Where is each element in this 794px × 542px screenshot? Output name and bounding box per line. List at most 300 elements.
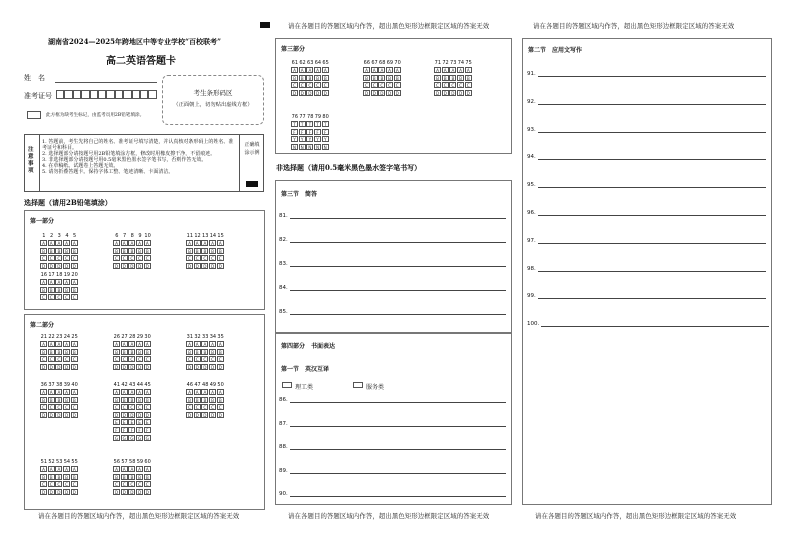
answer-bubble[interactable]: C bbox=[55, 294, 62, 300]
answer-bubble[interactable]: A bbox=[209, 341, 216, 347]
answer-bubble[interactable]: A bbox=[48, 279, 55, 285]
answer-bubble[interactable]: C bbox=[394, 82, 401, 88]
answer-bubble[interactable]: C bbox=[71, 356, 78, 362]
answer-bubble[interactable]: C bbox=[209, 404, 216, 410]
answer-bubble[interactable]: C bbox=[186, 356, 193, 362]
answer-bubble[interactable]: B bbox=[128, 474, 135, 480]
answer-bubble[interactable]: D bbox=[122, 489, 126, 495]
answer-bubble[interactable]: A bbox=[186, 389, 193, 395]
answer-bubble[interactable]: A bbox=[71, 466, 78, 472]
answer-bubble[interactable]: A bbox=[48, 389, 55, 395]
answer-bubble[interactable]: E bbox=[136, 419, 143, 425]
answer-bubble[interactable]: B bbox=[128, 349, 135, 355]
answer-bubble[interactable]: D bbox=[387, 90, 392, 96]
answer-bubble[interactable]: E bbox=[113, 419, 120, 425]
answer-bubble[interactable]: C bbox=[201, 356, 208, 362]
answer-bubble[interactable]: C bbox=[144, 255, 151, 261]
answer-bubble[interactable]: A bbox=[201, 341, 208, 347]
option-service-box[interactable] bbox=[353, 382, 363, 388]
answer-bubble[interactable]: B bbox=[394, 75, 401, 81]
answer-bubble[interactable]: A bbox=[457, 67, 464, 73]
answer-bubble[interactable]: C bbox=[186, 255, 193, 261]
answer-bubble[interactable]: C bbox=[113, 481, 120, 487]
answer-bubble[interactable]: C bbox=[40, 255, 47, 261]
answer-bubble[interactable]: C bbox=[121, 481, 128, 487]
answer-bubble[interactable]: A bbox=[121, 466, 128, 472]
answer-bubble[interactable]: G bbox=[122, 435, 126, 441]
answer-line[interactable] bbox=[527, 154, 766, 160]
answer-bubble[interactable]: A bbox=[209, 240, 216, 246]
answer-bubble[interactable]: B bbox=[201, 248, 208, 254]
answer-bubble[interactable]: C bbox=[201, 255, 208, 261]
answer-bubble[interactable]: D bbox=[145, 412, 149, 418]
answer-bubble[interactable]: B bbox=[186, 349, 193, 355]
answer-bubble[interactable]: B bbox=[63, 349, 70, 355]
answer-bubble[interactable]: B bbox=[128, 248, 135, 254]
answer-bubble[interactable]: A bbox=[121, 389, 128, 395]
answer-bubble[interactable]: A bbox=[55, 240, 62, 246]
answer-bubble[interactable]: N bbox=[292, 144, 297, 150]
answer-bubble[interactable]: C bbox=[55, 404, 62, 410]
answer-bubble[interactable]: F bbox=[299, 129, 306, 135]
answer-bubble[interactable]: A bbox=[314, 67, 321, 73]
answer-bubble[interactable]: A bbox=[194, 341, 201, 347]
answer-bubble[interactable]: T bbox=[322, 121, 329, 127]
answer-bubble[interactable]: D bbox=[41, 489, 46, 495]
answer-bubble[interactable]: G bbox=[114, 435, 119, 441]
name-line[interactable] bbox=[55, 82, 157, 83]
answer-bubble[interactable]: D bbox=[41, 412, 46, 418]
answer-bubble[interactable]: B bbox=[465, 75, 472, 81]
answer-bubble[interactable]: B bbox=[40, 287, 47, 293]
answer-bubble[interactable]: D bbox=[195, 412, 199, 418]
answer-line[interactable] bbox=[279, 213, 506, 219]
answer-bubble[interactable]: C bbox=[40, 481, 47, 487]
answer-bubble[interactable]: D bbox=[130, 263, 134, 269]
answer-bubble[interactable]: D bbox=[210, 412, 215, 418]
answer-bubble[interactable]: D bbox=[122, 364, 126, 370]
answer-bubble[interactable]: D bbox=[64, 364, 69, 370]
answer-bubble[interactable]: Y bbox=[299, 136, 306, 142]
answer-bubble[interactable]: D bbox=[72, 412, 76, 418]
answer-bubble[interactable]: D bbox=[458, 90, 463, 96]
answer-bubble[interactable]: A bbox=[136, 341, 143, 347]
answer-bubble[interactable]: T bbox=[299, 121, 306, 127]
answer-bubble[interactable]: B bbox=[144, 248, 151, 254]
answer-bubble[interactable]: C bbox=[194, 404, 201, 410]
answer-bubble[interactable]: D bbox=[137, 489, 142, 495]
answer-bubble[interactable]: B bbox=[121, 349, 128, 355]
answer-bubble[interactable]: N bbox=[323, 144, 327, 150]
answer-bubble[interactable]: F bbox=[121, 427, 128, 433]
answer-bubble[interactable]: B bbox=[40, 397, 47, 403]
answer-bubble[interactable]: C bbox=[194, 255, 201, 261]
answer-bubble[interactable]: C bbox=[128, 356, 135, 362]
answer-bubble[interactable]: B bbox=[209, 349, 216, 355]
answer-bubble[interactable]: A bbox=[48, 466, 55, 472]
answer-bubble[interactable]: F bbox=[136, 427, 143, 433]
answer-bubble[interactable]: A bbox=[209, 389, 216, 395]
answer-bubble[interactable]: D bbox=[218, 364, 222, 370]
answer-bubble[interactable]: C bbox=[71, 255, 78, 261]
answer-bubble[interactable]: B bbox=[113, 349, 120, 355]
answer-bubble[interactable]: D bbox=[145, 263, 149, 269]
answer-bubble[interactable]: D bbox=[130, 489, 134, 495]
answer-bubble[interactable]: A bbox=[128, 240, 135, 246]
answer-bubble[interactable]: A bbox=[55, 341, 62, 347]
answer-bubble[interactable]: B bbox=[40, 349, 47, 355]
answer-bubble[interactable]: D bbox=[137, 364, 142, 370]
answer-bubble[interactable]: D bbox=[49, 263, 53, 269]
answer-bubble[interactable]: D bbox=[435, 90, 440, 96]
answer-bubble[interactable]: C bbox=[144, 404, 151, 410]
answer-bubble[interactable]: C bbox=[291, 82, 298, 88]
answer-bubble[interactable]: C bbox=[63, 294, 70, 300]
answer-bubble[interactable]: A bbox=[121, 240, 128, 246]
answer-bubble[interactable]: C bbox=[40, 404, 47, 410]
answer-bubble[interactable]: Y bbox=[322, 136, 329, 142]
answer-bubble[interactable]: B bbox=[121, 248, 128, 254]
answer-bubble[interactable]: D bbox=[57, 364, 61, 370]
answer-bubble[interactable]: F bbox=[113, 427, 120, 433]
answer-bubble[interactable]: A bbox=[144, 466, 151, 472]
answer-bubble[interactable]: B bbox=[209, 248, 216, 254]
answer-bubble[interactable]: A bbox=[144, 389, 151, 395]
answer-bubble[interactable]: A bbox=[449, 67, 456, 73]
answer-bubble[interactable]: B bbox=[194, 349, 201, 355]
answer-bubble[interactable]: A bbox=[63, 341, 70, 347]
answer-bubble[interactable]: B bbox=[386, 75, 393, 81]
option-science-box[interactable] bbox=[282, 382, 292, 388]
answer-bubble[interactable]: B bbox=[434, 75, 441, 81]
answer-bubble[interactable]: C bbox=[121, 356, 128, 362]
answer-bubble[interactable]: C bbox=[306, 82, 313, 88]
answer-bubble[interactable]: B bbox=[40, 474, 47, 480]
answer-bubble[interactable]: B bbox=[322, 75, 329, 81]
answer-bubble[interactable]: C bbox=[457, 82, 464, 88]
answer-bubble[interactable]: D bbox=[41, 364, 46, 370]
answer-line[interactable] bbox=[279, 261, 506, 267]
answer-bubble[interactable]: C bbox=[55, 356, 62, 362]
answer-bubble[interactable]: B bbox=[121, 397, 128, 403]
answer-bubble[interactable]: C bbox=[63, 255, 70, 261]
answer-line[interactable] bbox=[279, 421, 506, 427]
answer-bubble[interactable]: B bbox=[306, 75, 313, 81]
answer-bubble[interactable]: C bbox=[217, 404, 224, 410]
answer-bubble[interactable]: A bbox=[144, 341, 151, 347]
answer-bubble[interactable]: D bbox=[49, 364, 53, 370]
answer-bubble[interactable]: C bbox=[40, 356, 47, 362]
answer-bubble[interactable]: F bbox=[306, 129, 313, 135]
exam-no-boxes[interactable] bbox=[56, 90, 157, 99]
answer-bubble[interactable]: A bbox=[63, 240, 70, 246]
answer-line[interactable] bbox=[279, 397, 506, 403]
answer-bubble[interactable]: A bbox=[55, 389, 62, 395]
answer-bubble[interactable]: C bbox=[144, 481, 151, 487]
answer-bubble[interactable]: C bbox=[386, 82, 393, 88]
answer-bubble[interactable]: F bbox=[144, 427, 151, 433]
answer-bubble[interactable]: A bbox=[194, 240, 201, 246]
answer-bubble[interactable]: D bbox=[49, 489, 53, 495]
answer-line[interactable] bbox=[527, 127, 766, 133]
answer-bubble[interactable]: B bbox=[136, 397, 143, 403]
answer-bubble[interactable]: C bbox=[209, 356, 216, 362]
answer-bubble[interactable]: B bbox=[299, 75, 306, 81]
answer-line[interactable] bbox=[279, 468, 506, 474]
answer-bubble[interactable]: B bbox=[128, 397, 135, 403]
answer-bubble[interactable]: D bbox=[195, 364, 199, 370]
answer-bubble[interactable]: D bbox=[195, 263, 199, 269]
answer-bubble[interactable]: Y bbox=[314, 136, 321, 142]
answer-line[interactable] bbox=[527, 266, 766, 272]
answer-bubble[interactable]: C bbox=[128, 481, 135, 487]
answer-bubble[interactable]: C bbox=[71, 404, 78, 410]
answer-bubble[interactable]: D bbox=[187, 364, 192, 370]
answer-bubble[interactable]: B bbox=[40, 248, 47, 254]
answer-bubble[interactable]: C bbox=[113, 255, 120, 261]
answer-bubble[interactable]: D bbox=[57, 263, 61, 269]
answer-bubble[interactable]: C bbox=[48, 404, 55, 410]
answer-bubble[interactable]: B bbox=[48, 349, 55, 355]
answer-bubble[interactable]: F bbox=[322, 129, 329, 135]
answer-line[interactable] bbox=[527, 293, 766, 299]
answer-bubble[interactable]: C bbox=[121, 404, 128, 410]
answer-bubble[interactable]: B bbox=[314, 75, 321, 81]
answer-line[interactable] bbox=[279, 309, 506, 315]
answer-bubble[interactable]: B bbox=[63, 474, 70, 480]
answer-bubble[interactable]: N bbox=[300, 144, 304, 150]
answer-bubble[interactable]: T bbox=[306, 121, 313, 127]
answer-bubble[interactable]: B bbox=[71, 349, 78, 355]
answer-bubble[interactable]: A bbox=[394, 67, 401, 73]
answer-bubble[interactable]: A bbox=[128, 341, 135, 347]
answer-bubble[interactable]: A bbox=[371, 67, 378, 73]
answer-bubble[interactable]: A bbox=[71, 341, 78, 347]
answer-bubble[interactable]: A bbox=[217, 240, 224, 246]
answer-bubble[interactable]: D bbox=[64, 412, 69, 418]
answer-bubble[interactable]: C bbox=[322, 82, 329, 88]
answer-bubble[interactable]: A bbox=[136, 240, 143, 246]
answer-line[interactable] bbox=[527, 182, 766, 188]
answer-bubble[interactable]: D bbox=[145, 489, 149, 495]
answer-bubble[interactable]: C bbox=[136, 481, 143, 487]
answer-bubble[interactable]: D bbox=[72, 364, 76, 370]
answer-bubble[interactable]: A bbox=[128, 389, 135, 395]
answer-bubble[interactable]: C bbox=[128, 255, 135, 261]
answer-bubble[interactable]: D bbox=[64, 489, 69, 495]
answer-bubble[interactable]: B bbox=[186, 397, 193, 403]
answer-bubble[interactable]: C bbox=[209, 255, 216, 261]
answer-bubble[interactable]: D bbox=[145, 364, 149, 370]
answer-bubble[interactable]: A bbox=[434, 67, 441, 73]
answer-bubble[interactable]: A bbox=[55, 466, 62, 472]
answer-bubble[interactable]: A bbox=[71, 279, 78, 285]
answer-bubble[interactable]: B bbox=[209, 397, 216, 403]
answer-bubble[interactable]: C bbox=[136, 404, 143, 410]
answer-bubble[interactable]: A bbox=[63, 389, 70, 395]
answer-bubble[interactable]: C bbox=[299, 82, 306, 88]
answer-bubble[interactable]: D bbox=[114, 489, 119, 495]
answer-bubble[interactable]: C bbox=[113, 404, 120, 410]
answer-bubble[interactable]: Y bbox=[306, 136, 313, 142]
answer-bubble[interactable]: B bbox=[217, 397, 224, 403]
answer-bubble[interactable]: B bbox=[136, 248, 143, 254]
answer-bubble[interactable]: A bbox=[40, 341, 47, 347]
answer-bubble[interactable]: B bbox=[55, 287, 62, 293]
answer-bubble[interactable]: A bbox=[71, 240, 78, 246]
answer-bubble[interactable]: B bbox=[144, 349, 151, 355]
answer-bubble[interactable]: A bbox=[40, 389, 47, 395]
answer-line[interactable] bbox=[527, 99, 766, 105]
answer-bubble[interactable]: C bbox=[40, 294, 47, 300]
absent-box[interactable] bbox=[27, 111, 41, 119]
answer-bubble[interactable]: A bbox=[40, 240, 47, 246]
answer-bubble[interactable]: D bbox=[137, 412, 142, 418]
answer-bubble[interactable]: E bbox=[121, 419, 128, 425]
answer-bubble[interactable]: B bbox=[457, 75, 464, 81]
answer-bubble[interactable]: A bbox=[442, 67, 449, 73]
answer-bubble[interactable]: B bbox=[442, 75, 449, 81]
answer-bubble[interactable]: A bbox=[113, 240, 120, 246]
answer-bubble[interactable]: A bbox=[144, 240, 151, 246]
answer-bubble[interactable]: C bbox=[449, 82, 456, 88]
answer-bubble[interactable]: B bbox=[55, 349, 62, 355]
answer-bubble[interactable]: A bbox=[40, 279, 47, 285]
answer-bubble[interactable]: D bbox=[203, 364, 207, 370]
answer-line[interactable] bbox=[279, 285, 506, 291]
answer-bubble[interactable]: E bbox=[128, 419, 135, 425]
answer-bubble[interactable]: C bbox=[144, 356, 151, 362]
answer-bubble[interactable]: B bbox=[113, 248, 120, 254]
answer-bubble[interactable]: A bbox=[201, 240, 208, 246]
answer-bubble[interactable]: C bbox=[128, 404, 135, 410]
answer-bubble[interactable]: D bbox=[49, 412, 53, 418]
answer-line[interactable] bbox=[527, 321, 769, 327]
answer-bubble[interactable]: D bbox=[122, 412, 126, 418]
answer-bubble[interactable]: C bbox=[113, 356, 120, 362]
answer-bubble[interactable]: C bbox=[48, 294, 55, 300]
answer-line[interactable] bbox=[279, 491, 506, 497]
answer-bubble[interactable]: B bbox=[201, 397, 208, 403]
answer-bubble[interactable]: D bbox=[308, 90, 312, 96]
answer-bubble[interactable]: A bbox=[113, 341, 120, 347]
answer-bubble[interactable]: C bbox=[314, 82, 321, 88]
answer-bubble[interactable]: A bbox=[299, 67, 306, 73]
answer-bubble[interactable]: E bbox=[144, 419, 151, 425]
answer-bubble[interactable]: C bbox=[48, 356, 55, 362]
answer-bubble[interactable]: G bbox=[145, 435, 149, 441]
answer-bubble[interactable]: D bbox=[300, 90, 304, 96]
answer-bubble[interactable]: N bbox=[308, 144, 312, 150]
answer-bubble[interactable]: C bbox=[217, 356, 224, 362]
answer-bubble[interactable]: D bbox=[122, 263, 126, 269]
answer-bubble[interactable]: A bbox=[113, 389, 120, 395]
answer-bubble[interactable]: A bbox=[322, 67, 329, 73]
answer-bubble[interactable]: A bbox=[63, 466, 70, 472]
answer-bubble[interactable]: A bbox=[55, 279, 62, 285]
answer-bubble[interactable]: D bbox=[203, 263, 207, 269]
answer-bubble[interactable]: D bbox=[364, 90, 369, 96]
answer-bubble[interactable]: C bbox=[63, 356, 70, 362]
answer-bubble[interactable]: B bbox=[71, 248, 78, 254]
answer-bubble[interactable]: A bbox=[363, 67, 370, 73]
answer-bubble[interactable]: D bbox=[380, 90, 384, 96]
answer-bubble[interactable]: A bbox=[465, 67, 472, 73]
answer-bubble[interactable]: B bbox=[144, 474, 151, 480]
answer-bubble[interactable]: C bbox=[194, 356, 201, 362]
answer-line[interactable] bbox=[279, 444, 506, 450]
answer-line[interactable] bbox=[527, 238, 766, 244]
answer-bubble[interactable]: A bbox=[136, 389, 143, 395]
answer-bubble[interactable]: B bbox=[63, 287, 70, 293]
answer-bubble[interactable]: B bbox=[136, 349, 143, 355]
answer-bubble[interactable]: A bbox=[194, 389, 201, 395]
answer-bubble[interactable]: A bbox=[217, 389, 224, 395]
answer-bubble[interactable]: A bbox=[217, 341, 224, 347]
answer-bubble[interactable]: B bbox=[48, 474, 55, 480]
answer-bubble[interactable]: D bbox=[210, 364, 215, 370]
answer-bubble[interactable]: B bbox=[71, 397, 78, 403]
answer-bubble[interactable]: D bbox=[218, 263, 222, 269]
answer-bubble[interactable]: D bbox=[218, 412, 222, 418]
answer-bubble[interactable]: B bbox=[63, 397, 70, 403]
answer-bubble[interactable]: C bbox=[48, 481, 55, 487]
answer-bubble[interactable]: C bbox=[136, 356, 143, 362]
answer-bubble[interactable]: A bbox=[201, 389, 208, 395]
answer-bubble[interactable]: T bbox=[291, 121, 298, 127]
answer-bubble[interactable]: B bbox=[48, 397, 55, 403]
answer-bubble[interactable]: D bbox=[137, 263, 142, 269]
answer-bubble[interactable]: C bbox=[442, 82, 449, 88]
answer-bubble[interactable]: D bbox=[57, 489, 61, 495]
answer-bubble[interactable]: A bbox=[291, 67, 298, 73]
answer-bubble[interactable]: D bbox=[187, 263, 192, 269]
answer-bubble[interactable]: C bbox=[434, 82, 441, 88]
answer-bubble[interactable]: B bbox=[113, 474, 120, 480]
answer-bubble[interactable]: B bbox=[71, 287, 78, 293]
answer-bubble[interactable]: B bbox=[217, 349, 224, 355]
answer-bubble[interactable]: D bbox=[187, 412, 192, 418]
answer-bubble[interactable]: B bbox=[71, 474, 78, 480]
answer-bubble[interactable]: A bbox=[378, 67, 385, 73]
answer-bubble[interactable]: B bbox=[194, 397, 201, 403]
answer-bubble[interactable]: A bbox=[386, 67, 393, 73]
answer-bubble[interactable]: C bbox=[55, 255, 62, 261]
answer-bubble[interactable]: B bbox=[136, 474, 143, 480]
answer-bubble[interactable]: C bbox=[378, 82, 385, 88]
answer-bubble[interactable]: B bbox=[371, 75, 378, 81]
answer-bubble[interactable]: D bbox=[64, 263, 69, 269]
answer-bubble[interactable]: B bbox=[194, 248, 201, 254]
answer-bubble[interactable]: D bbox=[292, 90, 297, 96]
answer-bubble[interactable]: D bbox=[114, 412, 119, 418]
answer-bubble[interactable]: A bbox=[306, 67, 313, 73]
answer-bubble[interactable]: D bbox=[372, 90, 376, 96]
answer-bubble[interactable]: D bbox=[323, 90, 327, 96]
answer-bubble[interactable]: C bbox=[63, 404, 70, 410]
answer-bubble[interactable]: C bbox=[363, 82, 370, 88]
answer-line[interactable] bbox=[279, 237, 506, 243]
answer-line[interactable] bbox=[527, 210, 766, 216]
answer-bubble[interactable]: A bbox=[186, 341, 193, 347]
answer-bubble[interactable]: F bbox=[128, 427, 135, 433]
answer-bubble[interactable]: C bbox=[63, 481, 70, 487]
answer-bubble[interactable]: D bbox=[72, 263, 76, 269]
answer-bubble[interactable]: C bbox=[71, 294, 78, 300]
answer-bubble[interactable]: C bbox=[55, 481, 62, 487]
answer-bubble[interactable]: B bbox=[291, 75, 298, 81]
answer-bubble[interactable]: N bbox=[315, 144, 320, 150]
